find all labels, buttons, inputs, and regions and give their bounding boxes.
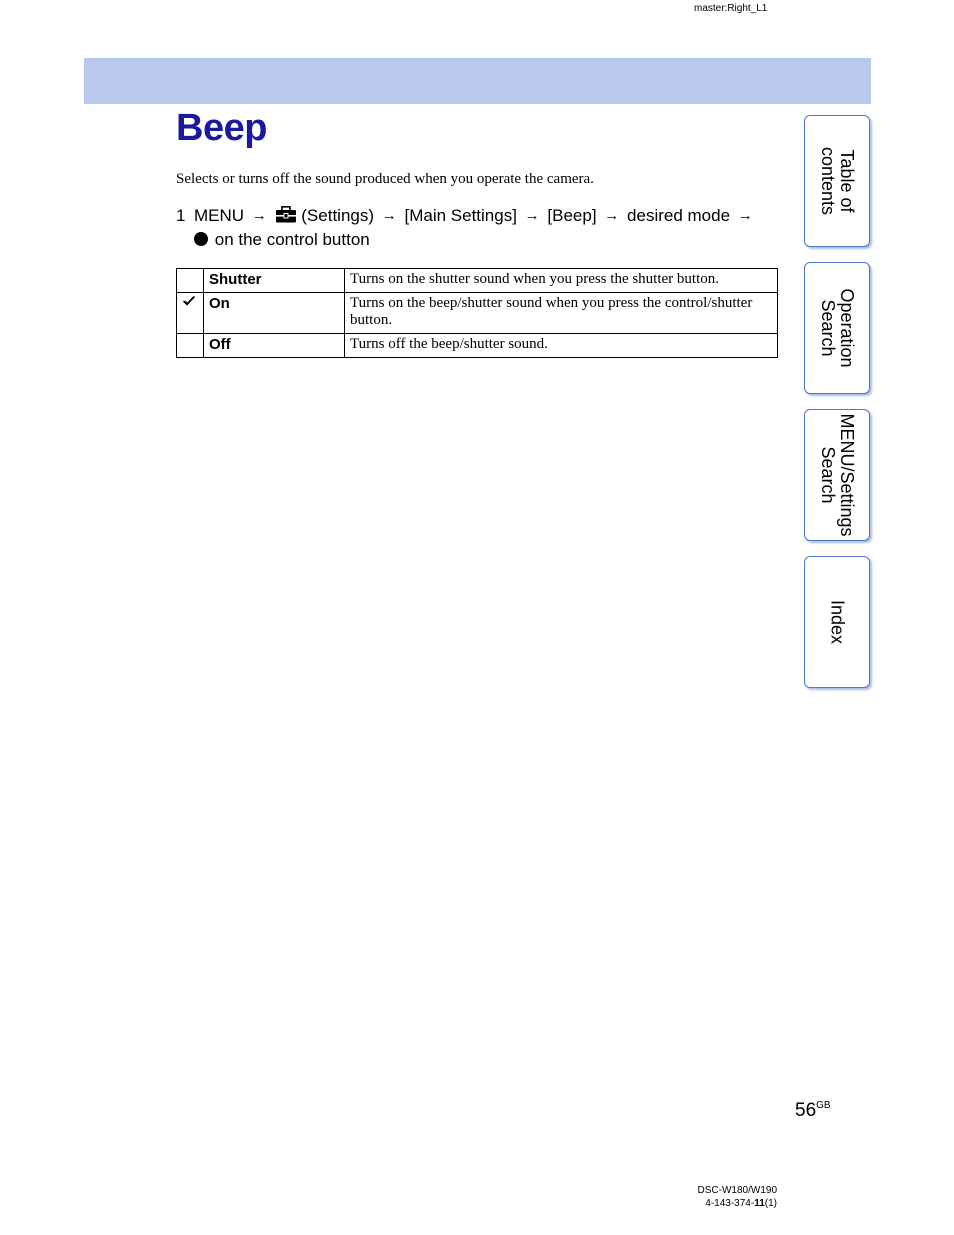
default-check-icon [182, 295, 196, 307]
option-name: On [204, 293, 345, 334]
table-row [177, 269, 778, 293]
step-beep: [Beep] [547, 206, 597, 225]
tab-table-of-contents[interactable] [804, 115, 870, 247]
step-main-settings: [Main Settings] [404, 206, 517, 225]
footer [698, 1184, 777, 1210]
tab-label: MENU/Settings Search [818, 413, 857, 537]
footer-code: 4-143-374-11(1) [705, 1198, 777, 1209]
default-mark-cell [177, 334, 204, 358]
page-number-value: 56 [795, 1100, 817, 1121]
option-description: Turns on the beep/shutter sound when you press the control/shutter button. [345, 293, 778, 334]
footer-model: DSC-W180/W190 [697, 1185, 777, 1196]
options-table [176, 268, 778, 358]
step-desired-mode: desired mode [627, 206, 731, 225]
tab-operation-search[interactable] [804, 262, 870, 394]
arrow-icon: → [604, 207, 620, 224]
arrow-icon: → [381, 207, 397, 224]
option-name: Shutter [204, 269, 345, 293]
control-button-icon [194, 232, 208, 246]
page-number [795, 1100, 831, 1122]
option-description: Turns off the beep/shutter sound. [345, 334, 778, 358]
step-number: 1 [176, 206, 186, 225]
menu-step [176, 204, 786, 251]
step-control: on the control button [214, 230, 370, 249]
arrow-icon: → [251, 207, 267, 224]
page-title: Beep [176, 107, 267, 149]
tab-label: Table of contents [818, 146, 857, 216]
title-band [84, 58, 871, 104]
arrow-icon: → [737, 207, 753, 224]
arrow-icon: → [524, 207, 540, 224]
intro-text: Selects or turns off the sound produced when you operate the camera. [176, 171, 594, 187]
option-description: Turns on the shutter sound when you press the shutter button. [345, 269, 778, 293]
tab-label: Operation Search [818, 288, 857, 368]
step-menu: MENU [194, 206, 245, 225]
master-label: master:Right_L1 [694, 3, 768, 14]
tab-index[interactable] [804, 556, 870, 688]
default-mark-cell [177, 293, 204, 334]
option-name: Off [204, 334, 345, 358]
table-row [177, 334, 778, 358]
table-row [177, 293, 778, 334]
default-mark-cell [177, 269, 204, 293]
toolbox-icon [275, 206, 297, 223]
step-settings: (Settings) [301, 206, 375, 225]
tab-menu-settings-search[interactable] [804, 409, 870, 541]
page-number-suffix: GB [816, 1100, 831, 1111]
tab-label: Index [827, 599, 848, 645]
